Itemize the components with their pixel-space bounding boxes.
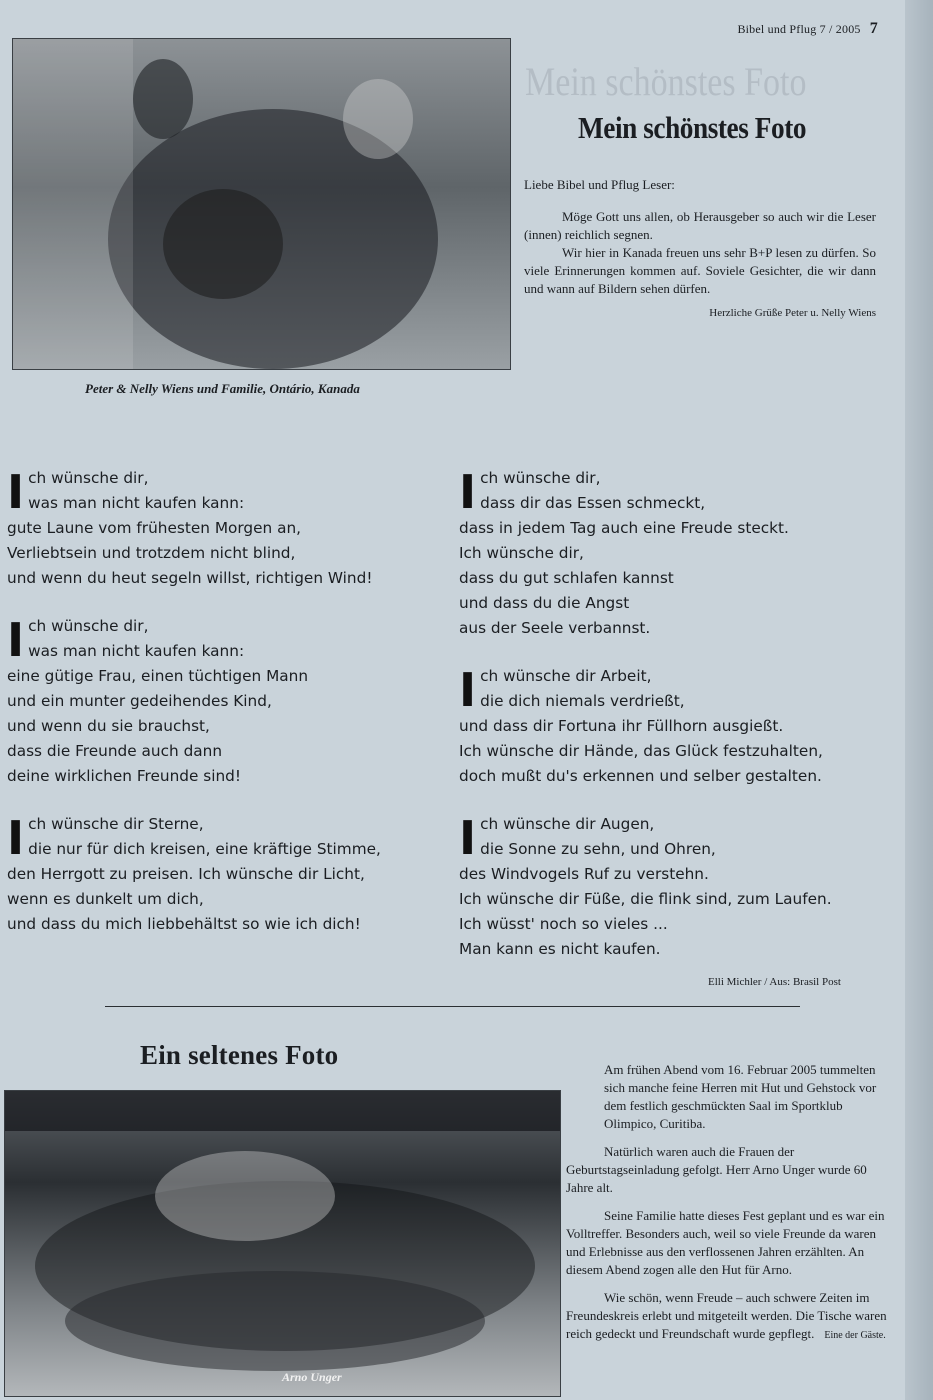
poem-line: Verliebtsein und trotzdem nicht blind, <box>7 544 296 562</box>
poem-line: den Herrgott zu preisen. Ich wünsche dir Licht, <box>7 865 365 883</box>
poem-line: wenn es dunkelt um dich, <box>7 890 204 908</box>
poem-line: ch wünsche dir Augen, <box>480 815 655 833</box>
poem-stanza <box>7 466 447 591</box>
poem-line: die Sonne zu sehn, und Ohren, <box>480 840 716 858</box>
poem-line: und wenn du sie brauchst, <box>7 717 210 735</box>
poem-line: dass in jedem Tag auch eine Freude steckt. <box>459 519 789 537</box>
article-paragraph-last <box>566 1289 891 1345</box>
poem-line: die nur für dich kreisen, eine kräftige Stimme, <box>28 840 381 858</box>
poem-line: und dass dir Fortuna ihr Füllhorn ausgießt. <box>459 717 784 735</box>
poem-line: ch wünsche dir, <box>28 469 149 487</box>
drop-cap: I <box>459 465 477 519</box>
poem-line: dass die Freunde auch dann <box>7 742 223 760</box>
poem-credit: Elli Michler / Aus: Brasil Post <box>708 976 841 988</box>
poem-line: des Windvogels Ruf zu verstehn. <box>459 865 709 883</box>
poem-line: ch wünsche dir Arbeit, <box>480 667 652 685</box>
poem-line: ch wünsche dir Sterne, <box>28 815 204 833</box>
poem-line: Ich wünsche dir Hände, das Glück festzuhalten, <box>459 742 823 760</box>
bleed-through-title: Mein schönstes Foto <box>525 59 807 104</box>
poem-line: die dich niemals verdrießt, <box>480 692 685 710</box>
poem-line: deine wirklichen Freunde sind! <box>7 767 242 785</box>
issue-number: 7 / 2005 <box>819 22 861 36</box>
poem-stanza <box>7 614 447 789</box>
poem-line: Ich wünsche dir, <box>459 544 584 562</box>
poem-stanza <box>459 466 899 641</box>
poem-line: Ich wünsche dir Füße, die flink sind, zum Laufen. <box>459 890 832 908</box>
poem-line: gute Laune vom frühesten Morgen an, <box>7 519 302 537</box>
drop-cap: I <box>7 465 25 519</box>
poem-line: dass dir das Essen schmeckt, <box>480 494 706 512</box>
drop-cap: I <box>7 613 25 667</box>
poem-line: was man nicht kaufen kann: <box>28 494 245 512</box>
poem-stanza <box>459 664 899 789</box>
poem-line: ch wünsche dir, <box>28 617 149 635</box>
article-paragraph: Seine Familie hatte dieses Fest geplant und es war ein Volltreffer. Besonders auch, weil so viele Freunde da waren und Erlebnisse aus den verflossenen Jahren erzählten. An diesem Abend zogen alle den Hut für Arno. <box>566 1208 885 1277</box>
intro-letter <box>524 176 876 322</box>
poem-stanza <box>7 812 447 937</box>
article-title-schoenstes-foto: Mein schönstes Foto <box>578 110 807 145</box>
letter-paragraph: Möge Gott uns allen, ob Herausgeber so auch wir die Leser (innen) reichlich segnen. <box>524 209 876 242</box>
poem-stanza <box>459 812 899 962</box>
poem-right-column <box>459 466 899 985</box>
letter-paragraph: Wir hier in Kanada freuen uns sehr B+P lesen zu dürfen. So viele Erinnerungen kommen auf. Soviele Gesichter, die wir dann und wann auf Bildern sehen dürfen. <box>524 245 876 296</box>
article-paragraph-text: Wie schön, wenn Freude – auch schwere Zeiten im Freundeskreis erlebt und mitgeteilt werden. Die Tische waren reich gedeckt und Freundschaft wurde gepflegt. <box>566 1290 887 1341</box>
poem-line: ch wünsche dir, <box>480 469 601 487</box>
party-article-body <box>566 1061 891 1355</box>
drop-cap: I <box>459 663 477 717</box>
letter-greeting: Liebe Bibel und Pflug Leser: <box>524 177 675 192</box>
poem-line: was man nicht kaufen kann: <box>28 642 245 660</box>
poem-line: und dass du die Angst <box>459 594 630 612</box>
poem-line: doch mußt du's erkennen und selber gestalten. <box>459 767 822 785</box>
article-title-seltenes-foto: Ein seltenes Foto <box>140 1040 339 1070</box>
poem-line: und ein munter gedeihendes Kind, <box>7 692 272 710</box>
party-photo <box>4 1090 561 1397</box>
article-signature: Eine der Gäste. <box>824 1330 886 1341</box>
poem-line: und dass du mich liebbehältst so wie ich dich! <box>7 915 361 933</box>
poem-line: und wenn du heut segeln willst, richtigen Wind! <box>7 569 373 587</box>
poem-line: Ich wüsst' noch so vieles ... <box>459 915 668 933</box>
poem-line: Man kann es nicht kaufen. <box>459 940 661 958</box>
article-paragraph: Am frühen Abend vom 16. Februar 2005 tummelten sich manche feine Herren mit Hut und Gehstock vor dem festlich geschmückten Saal im Sportklub Olimpico, Curitiba. <box>604 1062 877 1131</box>
drop-cap: I <box>459 811 477 865</box>
family-photo <box>12 38 511 370</box>
party-photo-caption: Arno Unger <box>282 1370 342 1384</box>
poem-line: dass du gut schlafen kannst <box>459 569 674 587</box>
article-paragraph: Natürlich waren auch die Frauen der Geburtstagseinladung gefolgt. Herr Arno Unger wurde 60 Jahre alt. <box>566 1144 867 1195</box>
page-number: 7 <box>869 20 878 37</box>
page-header <box>737 20 878 38</box>
letter-signature: Herzliche Grüße Peter u. Nelly Wiens <box>709 307 876 319</box>
page-edge <box>905 0 933 1400</box>
poem-left-column <box>7 466 447 960</box>
family-photo-caption: Peter & Nelly Wiens und Familie, Ontário, Kanada <box>85 381 360 396</box>
section-divider <box>105 1006 800 1007</box>
drop-cap: I <box>7 811 25 865</box>
poem-line: aus der Seele verbannst. <box>459 619 651 637</box>
poem-line: eine gütige Frau, einen tüchtigen Mann <box>7 667 309 685</box>
publication-name: Bibel und Pflug <box>737 22 817 36</box>
